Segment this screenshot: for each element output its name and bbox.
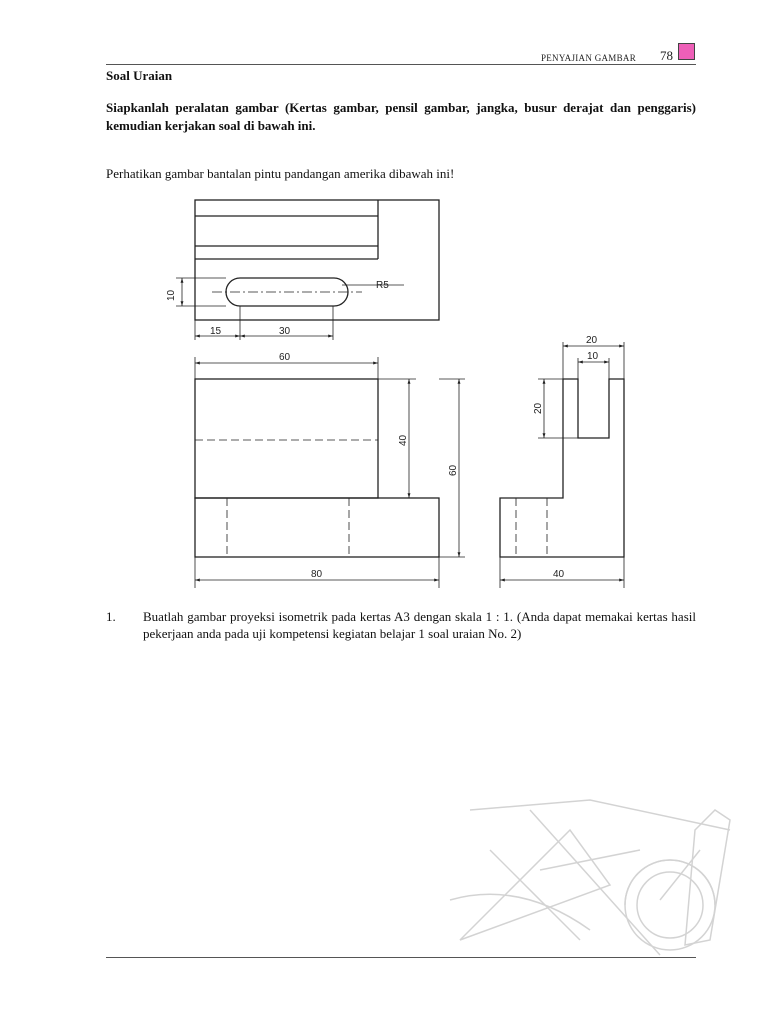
page-corner-mark xyxy=(678,43,695,60)
radius-label: R5 xyxy=(376,280,389,291)
drafting-tools-watermark xyxy=(440,790,740,960)
intro-paragraph: Perhatikan gambar bantalan pintu pandangan amerika dibawah ini! xyxy=(106,166,455,181)
dim-top-width: 60 xyxy=(279,352,291,363)
page-number: 78 xyxy=(660,48,673,63)
section-title: Soal Uraian xyxy=(106,68,173,83)
question-number: 1. xyxy=(106,609,116,624)
question-text: Buatlah gambar proyeksi isometrik pada kertas A3 dengan skala 1 : 1. (Anda dapat memakai kertas hasil pekerjaan anda pada uji kompetensi kegiatan belajar 1 soal uraian No. 2) xyxy=(143,609,696,641)
dim-slot-width: 10 xyxy=(166,289,177,301)
side-view-hidden-lines xyxy=(516,498,547,557)
side-view xyxy=(500,379,624,557)
dim-slot-length: 30 xyxy=(279,326,291,337)
dim-total-height: 60 xyxy=(448,464,459,476)
side-view-dimensions xyxy=(500,342,624,588)
dim-side-gap-depth: 20 xyxy=(533,402,544,414)
dim-total-width: 80 xyxy=(311,569,323,580)
front-view xyxy=(195,379,439,557)
dim-slot-offset: 15 xyxy=(210,326,222,337)
footer-divider xyxy=(106,957,696,958)
top-view xyxy=(195,200,439,320)
dim-side-gap: 10 xyxy=(587,351,599,362)
front-view-dimensions xyxy=(195,357,465,588)
orthographic-drawing xyxy=(150,190,640,595)
dim-side-depth: 40 xyxy=(553,569,565,580)
running-header: PENYAJIAN GAMBAR xyxy=(540,53,636,63)
dim-side-width: 20 xyxy=(586,335,598,346)
header-divider xyxy=(106,64,696,65)
dim-upper-height: 40 xyxy=(398,434,409,446)
instruction-paragraph: Siapkanlah peralatan gambar (Kertas gambar, pensil gambar, jangka, busur derajat dan penggaris) kemudian kerjakan soal di bawah ini. xyxy=(106,100,696,133)
